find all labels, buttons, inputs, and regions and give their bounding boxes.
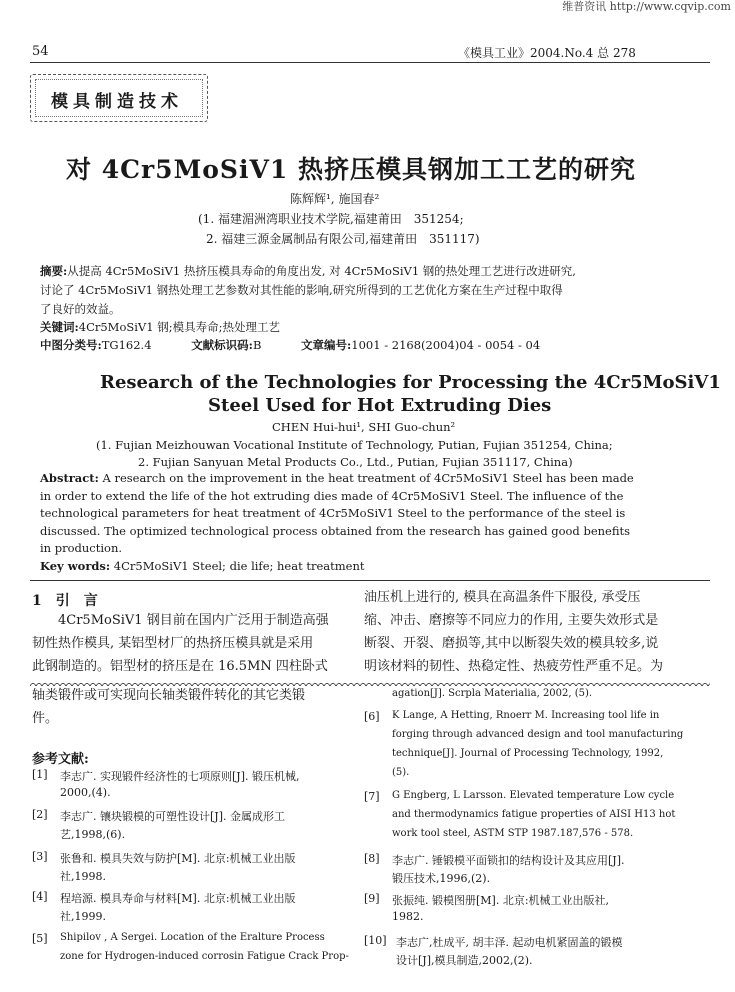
abstract-en-line-4: discussed. The optimized technological process obtained from the research has gained good benefits (40, 524, 631, 538)
affiliation-en-2: 2. Fujian Sanyuan Metal Products Co., Ltd., Putian, Fujian 351117, China) (138, 455, 573, 469)
section-1-left-line-2: 韧性热作模具, 某铝型材厂的热挤压模具就是采用 (32, 636, 314, 651)
section-1-left-line-3: 此钢制造的。铝型材的挤压是在 16.5MN 四柱卧式 (32, 659, 328, 674)
continuation-line-1: 轴类锻件或可实现向长轴类锻件转化的其它类锻 (32, 688, 306, 703)
article-number-label: 文章编号: (301, 338, 352, 352)
ref-10-line-1: 李志广,杜成平, 胡丰泽. 起动电机紧固盖的锻模 (396, 936, 623, 949)
affiliation-en-1: (1. Fujian Meizhouwan Vocational Institute of Technology, Putian, Fujian 351254, China; (96, 438, 613, 452)
continuation-line-2: 件。 (32, 711, 59, 726)
abstract-en-line-1 (40, 470, 634, 488)
column-label-box (30, 74, 208, 122)
ref-8-line-2: 锻压技术,1996,(2). (392, 872, 491, 885)
doc-code-label: 文献标识码: (191, 338, 253, 352)
ref-6-line-2: forging through advanced design and tool manufacturing (392, 729, 684, 740)
abstract-en-line-2: in order to extend the life of the hot extruding dies made of 4Cr5MoSiV1 Steel. The influence of the (40, 489, 624, 503)
section-1-right-line-2: 缩、冲击、磨擦等不同应力的作用, 主要失效形式是 (364, 613, 659, 628)
keywords-cn-label: 关键词: (40, 320, 79, 334)
keywords-en-label: Key words: (40, 559, 111, 573)
ref-3-num: [3] (32, 850, 48, 863)
article-number-value: 1001 - 2168(2004)04 - 0054 - 04 (351, 338, 541, 352)
ref-6-line-4: (5). (392, 767, 410, 778)
header-rule (30, 62, 710, 63)
ref-7-line-1: G Engberg, L Larsson. Elevated temperature Low cycle (392, 790, 675, 801)
abstract-en-line-3: technological parameters for heat treatment of 4Cr5MoSiV1 Steel to the performance of the steel is (40, 506, 626, 520)
ref-6-num: [6] (364, 710, 380, 723)
ref-1-line-2: 2000,(4). (60, 786, 111, 799)
keywords-en (40, 558, 365, 576)
ref-10-num: [10] (364, 934, 387, 947)
ref-7-line-2: and thermodynamics fatigue properties of AISI H13 hot (392, 809, 676, 820)
ref-5-line-1: Shipilov , A Sergei. Location of the Eralture Process (60, 932, 325, 943)
abstract-cn-line-2: 讨论了 4Cr5MoSiV1 钢热处理工艺参数对其性能的影响,研究所得到的工艺优化方案在生产过程中取得 (40, 283, 563, 297)
ref-2-num: [2] (32, 808, 48, 821)
keywords-en-text: 4Cr5MoSiV1 Steel; die life; heat treatment (110, 559, 365, 573)
title-en-line-1: Research of the Technologies for Processing the 4Cr5MoSiV1 (100, 372, 721, 393)
affiliation-cn-2: 2. 福建三源金属制品有限公司,福建莆田 351117) (206, 232, 480, 246)
ref-3-line-1: 张鲁和. 模具失效与防护[M]. 北京:机械工业出版 (60, 852, 296, 865)
ref-8-line-1: 李志广. 锤锻模平面锁扣的结构设计及其应用[J]. (392, 854, 625, 867)
ref-5-continued: agation[J]. Scrpla Materialia, 2002, (5). (392, 688, 593, 699)
ref-1-num: [1] (32, 768, 48, 781)
abstract-cn-label: 摘要: (40, 264, 68, 278)
keywords-cn-text: 4Cr5MoSiV1 钢;模具寿命;热处理工艺 (78, 320, 280, 334)
abstract-en-text-1: A research on the improvement in the heat treatment of 4Cr5MoSiV1 Steel has been made (98, 471, 634, 485)
title-en-line-2: Steel Used for Hot Extruding Dies (208, 395, 552, 416)
journal-header: 《模具工业》2004.No.4 总 278 (458, 46, 636, 60)
title-cn: 对 4Cr5MoSiV1 热挤压模具钢加工工艺的研究 (66, 155, 636, 184)
authors-en: CHEN Hui-hui¹, SHI Guo-chun² (272, 420, 456, 434)
ref-7-num: [7] (364, 790, 380, 803)
clc-value: TG162.4 (101, 338, 152, 352)
ref-2-line-1: 李志广. 镶块锻模的可塑性设计[J]. 金属成形工 (60, 810, 285, 823)
authors-cn: 陈辉辉¹, 施国春² (290, 192, 380, 206)
section-1-left-line-1: 4Cr5MoSiV1 钢目前在国内广泛用于制造高强 (58, 613, 329, 628)
watermark: 维普资讯 http://www.cqvip.com (562, 0, 731, 13)
ref-6-line-3: technique[J]. Journal of Processing Technology, 1992, (392, 748, 664, 759)
doc-code-value: B (252, 338, 262, 352)
abstract-cn-text-1: 从提高 4Cr5MoSiV1 热挤压模具寿命的角度出发, 对 4Cr5MoSiV1 钢的热处理工艺进行改进研究, (67, 264, 576, 278)
clc-label: 中图分类号: (40, 338, 102, 352)
ref-1-line-1: 李志广. 实现锻件经济性的七项原则[J]. 锻压机械, (60, 770, 300, 783)
column-label: 模具制造技术 (51, 92, 183, 112)
abstract-cn-line-1 (40, 262, 576, 281)
abstract-en-line-5: in production. (40, 541, 123, 555)
ref-7-line-3: work tool steel, ASTM STP 1987.187,576 - 578. (392, 828, 634, 839)
section-1-right-line-1: 油压机上进行的, 模具在高温条件下服役, 承受压 (364, 590, 641, 605)
section-1-heading: 1 引 言 (32, 593, 98, 609)
ref-3-line-2: 社,1998. (60, 870, 106, 883)
abstract-rule (30, 580, 710, 581)
ref-10-line-2: 设计[J],模具制造,2002,(2). (396, 954, 533, 967)
ref-9-line-1: 张振纯. 锻模图册[M]. 北京:机械工业出版社, (392, 894, 610, 907)
references-heading: 参考文献: (32, 752, 89, 767)
ref-6-line-1: K Lange, A Hetting, Rnoerr M. Increasing tool life in (392, 710, 660, 721)
classification-line (40, 336, 540, 355)
ref-4-line-1: 程培源. 模具寿命与材料[M]. 北京:机械工业出版 (60, 892, 296, 905)
ref-4-num: [4] (32, 890, 48, 903)
keywords-cn (40, 318, 280, 337)
affiliation-cn-1: (1. 福建湄洲湾职业技术学院,福建莆田 351254; (198, 212, 464, 226)
ref-9-num: [9] (364, 892, 380, 905)
abstract-cn-line-3: 了良好的效益。 (40, 302, 121, 316)
ref-2-line-2: 艺,1998,(6). (60, 828, 126, 841)
section-1-right-line-3: 断裂、开裂、磨损等,其中以断裂失效的模具较多,说 (364, 636, 659, 651)
ref-5-line-2: zone for Hydrogen-induced corrosin Fatigue Crack Prop- (60, 951, 349, 962)
section-1-right-line-4: 明该材料的韧性、热稳定性、热疲劳性严重不足。为 (364, 659, 664, 674)
ref-4-line-2: 社,1999. (60, 910, 106, 923)
page-number: 54 (32, 44, 49, 59)
ref-8-num: [8] (364, 852, 380, 865)
ref-9-line-2: 1982. (392, 910, 424, 923)
abstract-en-label: Abstract: (40, 471, 99, 485)
ref-5-num: [5] (32, 932, 48, 945)
